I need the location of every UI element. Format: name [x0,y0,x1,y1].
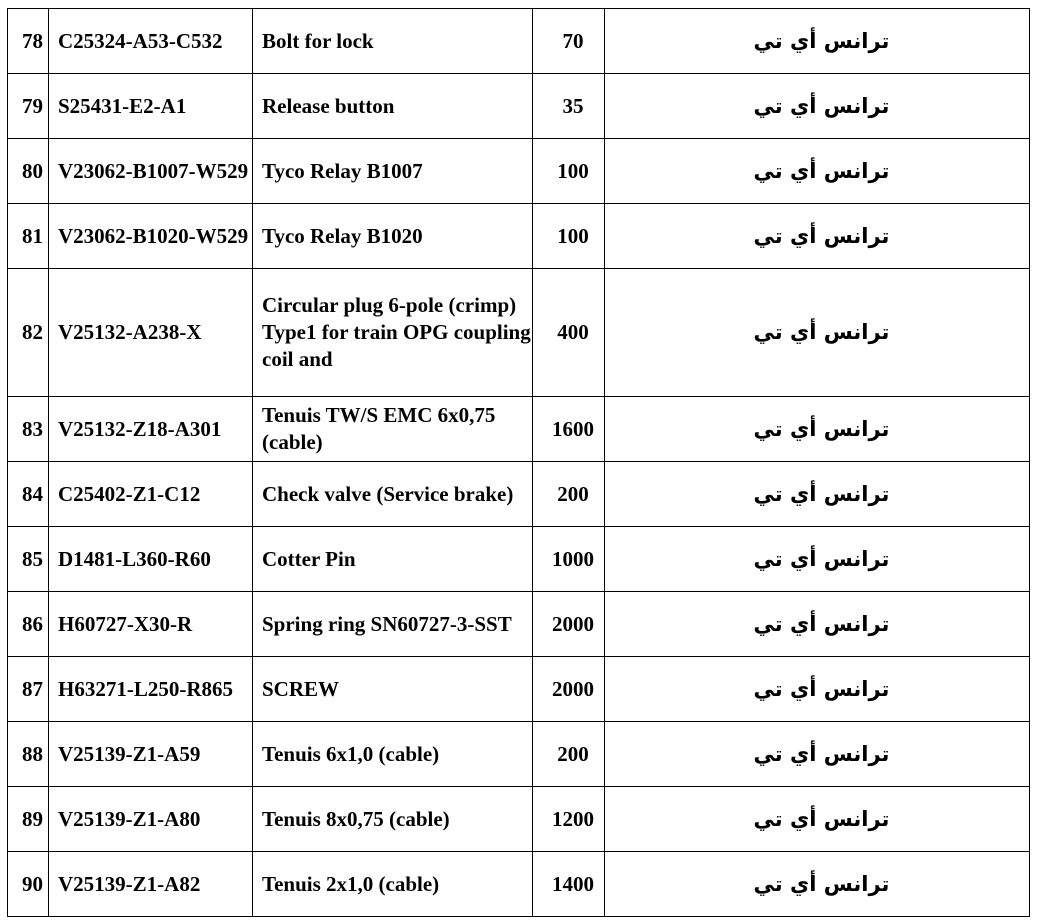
part-description: Spring ring SN60727-3-SST [253,592,533,657]
part-code: V25139-Z1-A59 [49,722,253,787]
part-description: Tyco Relay B1007 [253,139,533,204]
part-code: V23062-B1020-W529 [49,204,253,269]
part-code: V23062-B1007-W529 [49,139,253,204]
quantity: 100 [533,139,605,204]
part-code: C25402-Z1-C12 [49,462,253,527]
table-row [8,722,1030,787]
company-name: ترانس أي تي [605,139,1030,204]
row-number: 82 [8,269,49,397]
row-number: 81 [8,204,49,269]
table-row [8,9,1030,74]
quantity: 1600 [533,397,605,462]
row-number: 88 [8,722,49,787]
quantity: 1000 [533,527,605,592]
quantity: 200 [533,462,605,527]
row-number: 86 [8,592,49,657]
table-row [8,397,1030,462]
table-row [8,269,1030,397]
part-description: Tenuis 2x1,0 (cable) [253,852,533,917]
part-description: Check valve (Service brake) [253,462,533,527]
part-code: V25132-A238-X [49,269,253,397]
quantity: 1200 [533,787,605,852]
part-code: D1481-L360-R60 [49,527,253,592]
row-number: 85 [8,527,49,592]
part-description: Cotter Pin [253,527,533,592]
parts-table [7,8,1030,917]
table-row [8,74,1030,139]
company-name: ترانس أي تي [605,527,1030,592]
part-description: Bolt for lock [253,9,533,74]
company-name: ترانس أي تي [605,9,1030,74]
company-name: ترانس أي تي [605,852,1030,917]
quantity: 2000 [533,657,605,722]
row-number: 79 [8,74,49,139]
table-row [8,527,1030,592]
row-number: 78 [8,9,49,74]
part-description: Circular plug 6-pole (crimp) Type1 for train OPG coupling coil and [253,269,533,397]
part-code: V25139-Z1-A80 [49,787,253,852]
part-code: C25324-A53-C532 [49,9,253,74]
company-name: ترانس أي تي [605,269,1030,397]
table-row [8,462,1030,527]
quantity: 2000 [533,592,605,657]
company-name: ترانس أي تي [605,204,1030,269]
part-code: S25431-E2-A1 [49,74,253,139]
part-description: Tenuis TW/S EMC 6x0,75 (cable) [253,397,533,462]
quantity: 100 [533,204,605,269]
company-name: ترانس أي تي [605,74,1030,139]
table-row [8,139,1030,204]
row-number: 80 [8,139,49,204]
quantity: 400 [533,269,605,397]
table-row [8,657,1030,722]
quantity: 70 [533,9,605,74]
quantity: 200 [533,722,605,787]
company-name: ترانس أي تي [605,462,1030,527]
company-name: ترانس أي تي [605,722,1030,787]
row-number: 84 [8,462,49,527]
row-number: 90 [8,852,49,917]
company-name: ترانس أي تي [605,397,1030,462]
quantity: 1400 [533,852,605,917]
part-description: SCREW [253,657,533,722]
part-code: H60727-X30-R [49,592,253,657]
company-name: ترانس أي تي [605,657,1030,722]
table-row [8,204,1030,269]
part-description: Tyco Relay B1020 [253,204,533,269]
part-code: V25139-Z1-A82 [49,852,253,917]
row-number: 87 [8,657,49,722]
table-row [8,852,1030,917]
quantity: 35 [533,74,605,139]
part-code: H63271-L250-R865 [49,657,253,722]
part-description: Release button [253,74,533,139]
company-name: ترانس أي تي [605,592,1030,657]
company-name: ترانس أي تي [605,787,1030,852]
table-row [8,592,1030,657]
row-number: 83 [8,397,49,462]
part-code: V25132-Z18-A301 [49,397,253,462]
table-row [8,787,1030,852]
part-description: Tenuis 6x1,0 (cable) [253,722,533,787]
row-number: 89 [8,787,49,852]
part-description: Tenuis 8x0,75 (cable) [253,787,533,852]
